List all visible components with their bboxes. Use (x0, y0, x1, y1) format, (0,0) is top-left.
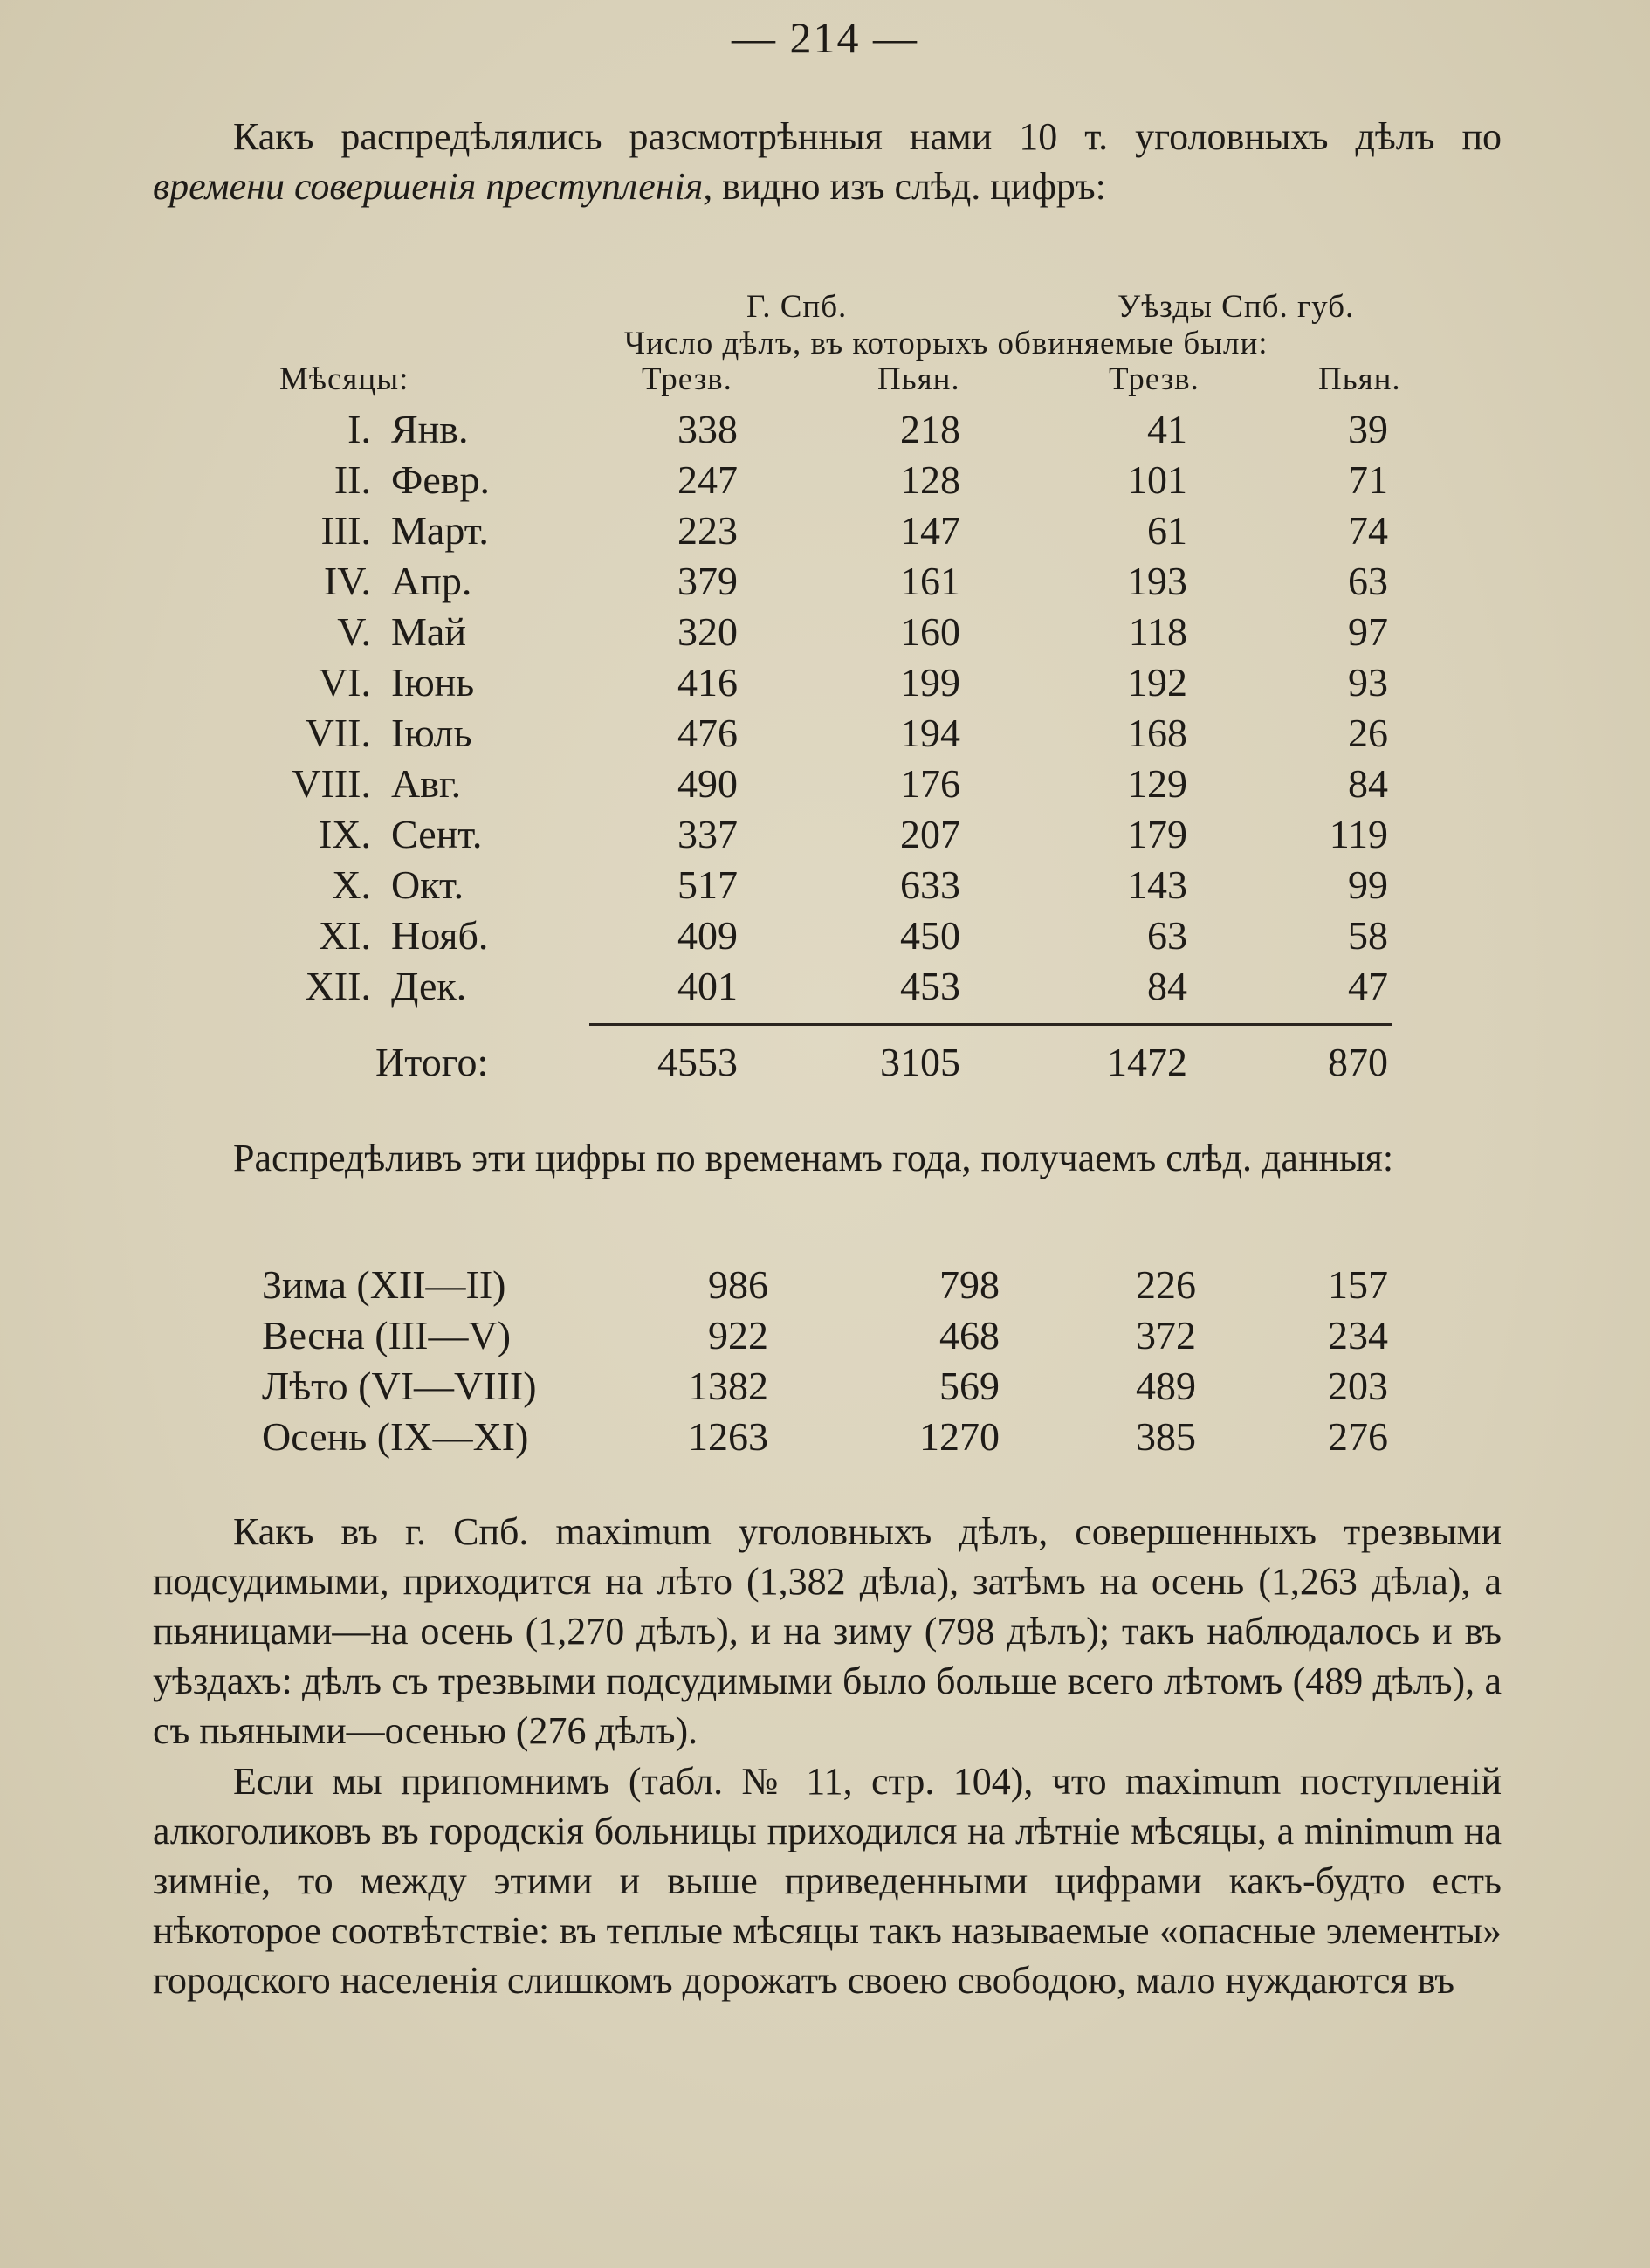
district-sober-value: 129 (1127, 761, 1187, 806)
table-row (0, 659, 1650, 710)
district-sober-value: 41 (1147, 407, 1187, 451)
month-number: IX. (318, 812, 371, 856)
conclusion-paragraph: Какъ въ г. Спб. maximum уголовныхъ дѣлъ, совершенныхъ трезвыми подсудимыми, приходится на лѣто (1,382 дѣла), затѣмъ на осень (1,263 дѣла), а пьяницами—на осень (1,270 дѣлъ), и на зиму (798 дѣлъ); такъ наблюдалось и въ уѣздахъ: дѣлъ съ трезвыми подсудимыми было больше всего лѣтомъ (489 дѣлъ), а съ пьяными—осенью (276 дѣлъ). (153, 1510, 1502, 1752)
district-sober-value: 143 (1127, 863, 1187, 907)
season-district-sober: 226 (1136, 1262, 1196, 1307)
intro-text-start: Какъ распредѣлялись разсмотрѣнныя нами 10 т. уголовныхъ дѣлъ по (233, 115, 1502, 158)
table-row (0, 710, 1650, 760)
month-name: Янв. (391, 407, 469, 451)
district-drunk-value: 99 (1348, 863, 1388, 907)
city-sober-value: 337 (677, 812, 738, 856)
table-row (0, 862, 1650, 912)
season-city-sober: 1382 (688, 1364, 768, 1408)
month-name: Іюнь (391, 660, 475, 704)
district-sober-value: 61 (1147, 508, 1187, 553)
season-district-drunk: 234 (1328, 1313, 1388, 1357)
total-rule (589, 1023, 1392, 1026)
month-name: Дек. (391, 964, 467, 1008)
month-number: IV. (323, 559, 371, 603)
season-label: Лѣто (VI—VIII) (262, 1364, 537, 1408)
month-name: Май (391, 609, 466, 654)
month-number: III. (320, 508, 371, 553)
month-name: Авг. (391, 761, 462, 806)
header-city: Г. Спб. (746, 289, 848, 325)
season-district-sober: 372 (1136, 1313, 1196, 1357)
total-district-sober: 1472 (1107, 1040, 1187, 1084)
city-drunk-value: 218 (900, 407, 960, 451)
district-drunk-value: 71 (1348, 457, 1388, 502)
city-sober-value: 247 (677, 457, 738, 502)
total-label: Итого: (375, 1040, 489, 1084)
season-district-drunk: 157 (1328, 1262, 1388, 1307)
header-subtitle: Число дѣлъ, въ которыхъ обвиняемые были: (624, 326, 1268, 361)
district-sober-value: 84 (1147, 964, 1187, 1008)
month-name: Іюль (391, 711, 472, 755)
city-sober-value: 338 (677, 407, 738, 451)
month-number: I. (347, 407, 371, 451)
district-drunk-value: 47 (1348, 964, 1388, 1008)
month-name: Март. (391, 508, 489, 553)
month-number: II. (333, 457, 371, 502)
season-city-sober: 986 (708, 1262, 768, 1307)
table-row (0, 811, 1650, 862)
intro-text-end: видно изъ слѣд. цифръ: (712, 165, 1106, 208)
month-number: VII. (305, 711, 371, 755)
district-drunk-value: 93 (1348, 660, 1388, 704)
city-drunk-value: 128 (900, 457, 960, 502)
month-name: Нояб. (391, 913, 489, 958)
month-number: X. (332, 863, 371, 907)
month-name: Сент. (391, 812, 483, 856)
city-sober-value: 490 (677, 761, 738, 806)
district-sober-value: 168 (1127, 711, 1187, 755)
table-row (0, 457, 1650, 507)
city-sober-value: 416 (677, 660, 738, 704)
header-districts: Уѣзды Спб. губ. (1117, 289, 1355, 325)
city-sober-value: 409 (677, 913, 738, 958)
month-name: Окт. (391, 863, 464, 907)
city-drunk-value: 199 (900, 660, 960, 704)
total-district-drunk: 870 (1328, 1040, 1388, 1084)
city-drunk-value: 194 (900, 711, 960, 755)
season-label: Зима (XII—II) (262, 1262, 506, 1307)
season-row (0, 1261, 1650, 1312)
city-drunk-value: 450 (900, 913, 960, 958)
table-row (0, 912, 1650, 963)
city-sober-value: 379 (677, 559, 738, 603)
city-drunk-value: 207 (900, 812, 960, 856)
district-drunk-value: 74 (1348, 508, 1388, 553)
season-row (0, 1413, 1650, 1464)
city-drunk-value: 453 (900, 964, 960, 1008)
intro-italic-phrase: времени совершенія преступленія, (153, 165, 713, 208)
city-sober-value: 476 (677, 711, 738, 755)
table-row (0, 406, 1650, 457)
header-city-sober: Трезв. (642, 361, 732, 397)
month-number: VIII. (292, 761, 371, 806)
season-city-sober: 1263 (688, 1414, 768, 1459)
month-name: Февр. (391, 457, 490, 502)
city-drunk-value: 160 (900, 609, 960, 654)
season-district-sober: 385 (1136, 1414, 1196, 1459)
city-drunk-value: 147 (900, 508, 960, 553)
city-drunk-value: 161 (900, 559, 960, 603)
month-number: VI. (318, 660, 371, 704)
season-district-sober: 489 (1136, 1364, 1196, 1408)
total-row (0, 1039, 1650, 1089)
season-row (0, 1312, 1650, 1363)
season-city-sober: 922 (708, 1313, 768, 1357)
district-drunk-value: 63 (1348, 559, 1388, 603)
header-district-sober: Трезв. (1109, 361, 1200, 397)
season-city-drunk: 569 (939, 1364, 1000, 1408)
month-number: XII. (305, 964, 371, 1008)
intro-paragraph (153, 112, 1502, 211)
city-sober-value: 517 (677, 863, 738, 907)
district-drunk-value: 97 (1348, 609, 1388, 654)
total-city-sober: 4553 (657, 1040, 738, 1084)
header-city-drunk: Пьян. (877, 361, 960, 397)
table-row (0, 963, 1650, 1014)
table-row (0, 507, 1650, 558)
header-district-drunk: Пьян. (1318, 361, 1401, 397)
district-sober-value: 63 (1147, 913, 1187, 958)
district-sober-value: 118 (1128, 609, 1187, 654)
page-number: — 214 — (732, 13, 918, 62)
seasons-intro-paragraph: Распредѣливъ эти цифры по временамъ года, получаемъ слѣд. данныя: (233, 1137, 1394, 1179)
city-drunk-value: 633 (900, 863, 960, 907)
comparison-paragraph: Если мы припомнимъ (табл. № 11, стр. 104), что maximum поступленій алкоголиковъ въ городскія больницы приходился на лѣтніе мѣсяцы, а minimum на зимніе, то между этими и выше приведенными цифрами какъ-будто есть нѣкоторое соотвѣтствіе: въ теплые мѣсяцы такъ называемые «опасные элементы» городского населенія слишкомъ дорожатъ своею свободою, мало нуждаются въ (153, 1760, 1502, 2002)
district-sober-value: 101 (1127, 457, 1187, 502)
season-city-drunk: 1270 (919, 1414, 1000, 1459)
season-row (0, 1363, 1650, 1413)
table-row (0, 760, 1650, 811)
header-months: Мѣсяцы: (279, 361, 409, 397)
district-sober-value: 193 (1127, 559, 1187, 603)
city-sober-value: 223 (677, 508, 738, 553)
district-sober-value: 179 (1127, 812, 1187, 856)
district-sober-value: 192 (1127, 660, 1187, 704)
season-district-drunk: 276 (1328, 1414, 1388, 1459)
district-drunk-value: 58 (1348, 913, 1388, 958)
city-sober-value: 320 (677, 609, 738, 654)
season-city-drunk: 468 (939, 1313, 1000, 1357)
city-drunk-value: 176 (900, 761, 960, 806)
month-number: V. (337, 609, 371, 654)
city-sober-value: 401 (677, 964, 738, 1008)
table-row (0, 558, 1650, 608)
season-city-drunk: 798 (939, 1262, 1000, 1307)
season-label: Весна (III—V) (262, 1313, 512, 1357)
season-label: Осень (IX—XI) (262, 1414, 529, 1459)
total-city-drunk: 3105 (880, 1040, 960, 1084)
district-drunk-value: 84 (1348, 761, 1388, 806)
district-drunk-value: 26 (1348, 711, 1388, 755)
table-row (0, 608, 1650, 659)
district-drunk-value: 119 (1329, 812, 1388, 856)
month-name: Апр. (391, 559, 472, 603)
season-district-drunk: 203 (1328, 1364, 1388, 1408)
district-drunk-value: 39 (1348, 407, 1388, 451)
month-number: XI. (318, 913, 371, 958)
